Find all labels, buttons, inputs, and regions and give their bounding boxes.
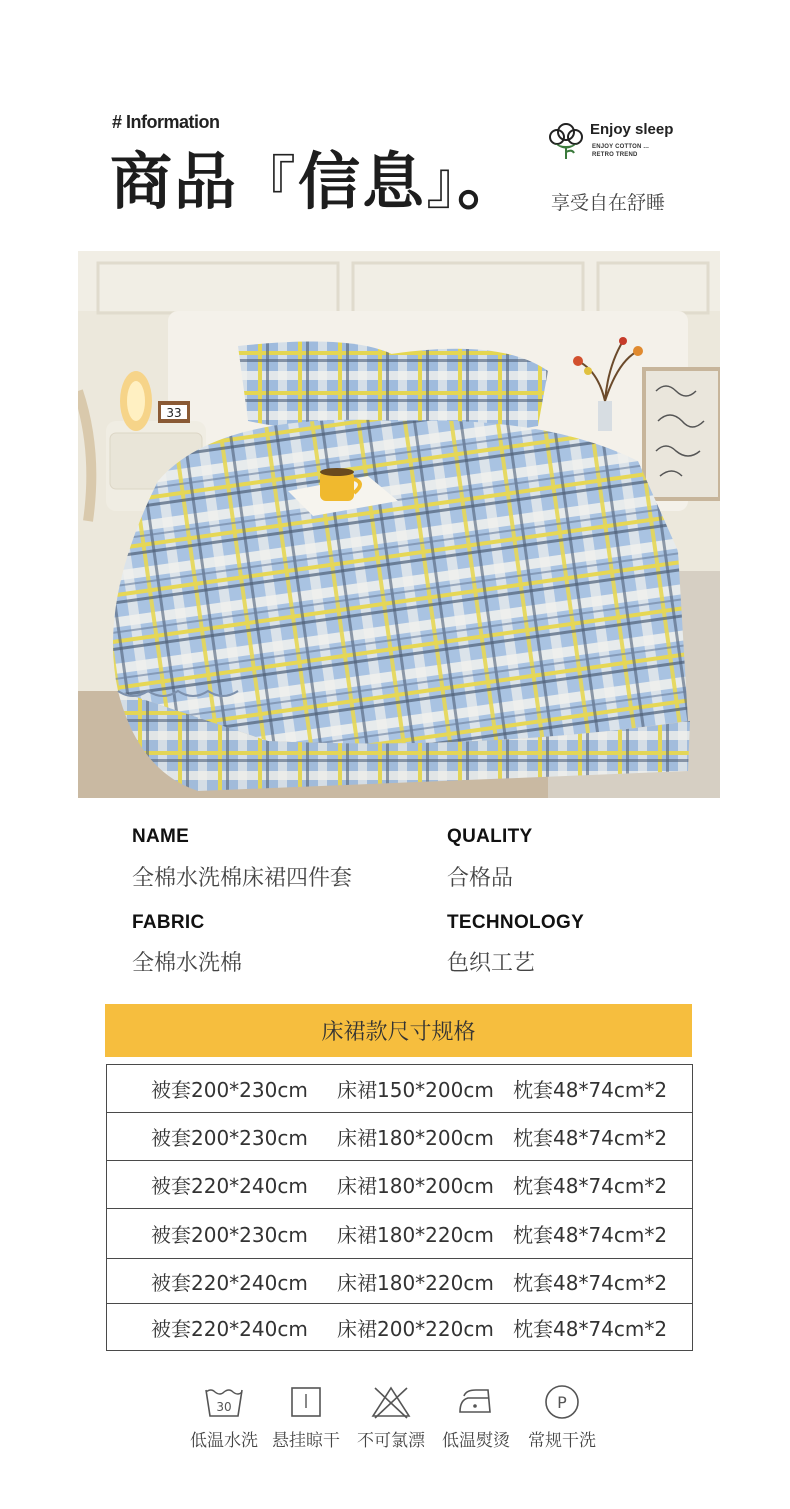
care-item-no-bleach [348,1384,434,1451]
care-label: 低温水洗 [190,1431,258,1451]
care-item-low-iron [433,1384,519,1451]
size-table [106,1064,693,1351]
care-item-dry-clean [519,1384,605,1451]
product-photo [78,251,720,798]
section-tag: # Information [112,112,220,132]
low-iron-icon [454,1384,498,1420]
logo-text: Enjoy sleep [590,121,674,138]
name-value: 全棉水洗棉床裙四件套 [132,866,353,891]
title-inner: 信息 [298,145,427,218]
duvet-size-cell: 被套220*240cm [151,1316,308,1341]
no-bleach-icon [369,1384,413,1420]
logo-subtext: ENJOY COTTON ... [592,144,649,150]
fabric-label: FABRIC [132,912,205,933]
pillowcase-size-cell: 枕套48*74cm*2 [513,1126,668,1150]
svg-text:30: 30 [216,1400,232,1414]
duvet-size-cell: 被套200*230cm [151,1126,308,1150]
skirt-size-cell: 床裙180*220cm [337,1223,494,1247]
care-label: 常规干洗 [528,1431,596,1451]
duvet-size-cell: 被套200*230cm [151,1078,308,1102]
care-label: 悬挂晾干 [272,1431,340,1451]
fabric-value: 全棉水洗棉 [132,951,243,976]
name-label: NAME [132,826,190,847]
slogan: 享受自在舒睡 [551,192,666,214]
title-end: 。 [457,145,522,218]
skirt-size-cell: 床裙200*220cm [337,1316,494,1341]
wash-30-icon [202,1384,246,1420]
table-row [107,1209,692,1259]
quality-label: QUALITY [447,826,533,847]
pillowcase-size-cell: 枕套48*74cm*2 [513,1078,668,1102]
size-table-title: 床裙款尺寸规格 [105,1004,692,1057]
duvet-size-cell: 被套220*240cm [151,1270,308,1295]
care-label: 不可氯漂 [357,1431,425,1451]
pillowcase-size-cell: 枕套48*74cm*2 [513,1316,668,1341]
quality-value: 合格品 [447,866,514,891]
table-row [107,1161,692,1209]
care-item-hang-dry [263,1384,349,1451]
skirt-size-cell: 床裙180*200cm [337,1174,494,1198]
pillowcase-size-cell: 枕套48*74cm*2 [513,1174,668,1198]
page-title [110,140,521,225]
duvet-size-cell: 被套200*230cm [151,1223,308,1247]
table-row [107,1065,692,1113]
logo-subtext-2: RETRO TREND [592,152,638,158]
title-open-bracket: 『 [238,149,299,217]
skirt-size-cell: 床裙180*220cm [337,1270,494,1295]
dry-clean-icon [540,1384,584,1420]
clock-digits: 33 [166,406,182,420]
hang-dry-icon [284,1384,328,1420]
technology-label: TECHNOLOGY [447,912,585,933]
table-row [107,1259,692,1304]
care-item-wash [181,1384,267,1451]
duvet-size-cell: 被套220*240cm [151,1174,308,1198]
technology-value: 色织工艺 [447,951,536,976]
table-row [107,1304,692,1350]
cotton-flower-icon [546,119,586,161]
svg-text:P: P [557,1393,567,1412]
care-label: 低温熨烫 [442,1431,510,1451]
pillowcase-size-cell: 枕套48*74cm*2 [513,1270,668,1295]
title-close-bracket: 』 [426,149,458,217]
table-row [107,1113,692,1161]
title-main: 商品 [110,145,239,218]
pillowcase-size-cell: 枕套48*74cm*2 [513,1223,668,1247]
skirt-size-cell: 床裙180*200cm [337,1126,494,1150]
skirt-size-cell: 床裙150*200cm [337,1078,494,1102]
